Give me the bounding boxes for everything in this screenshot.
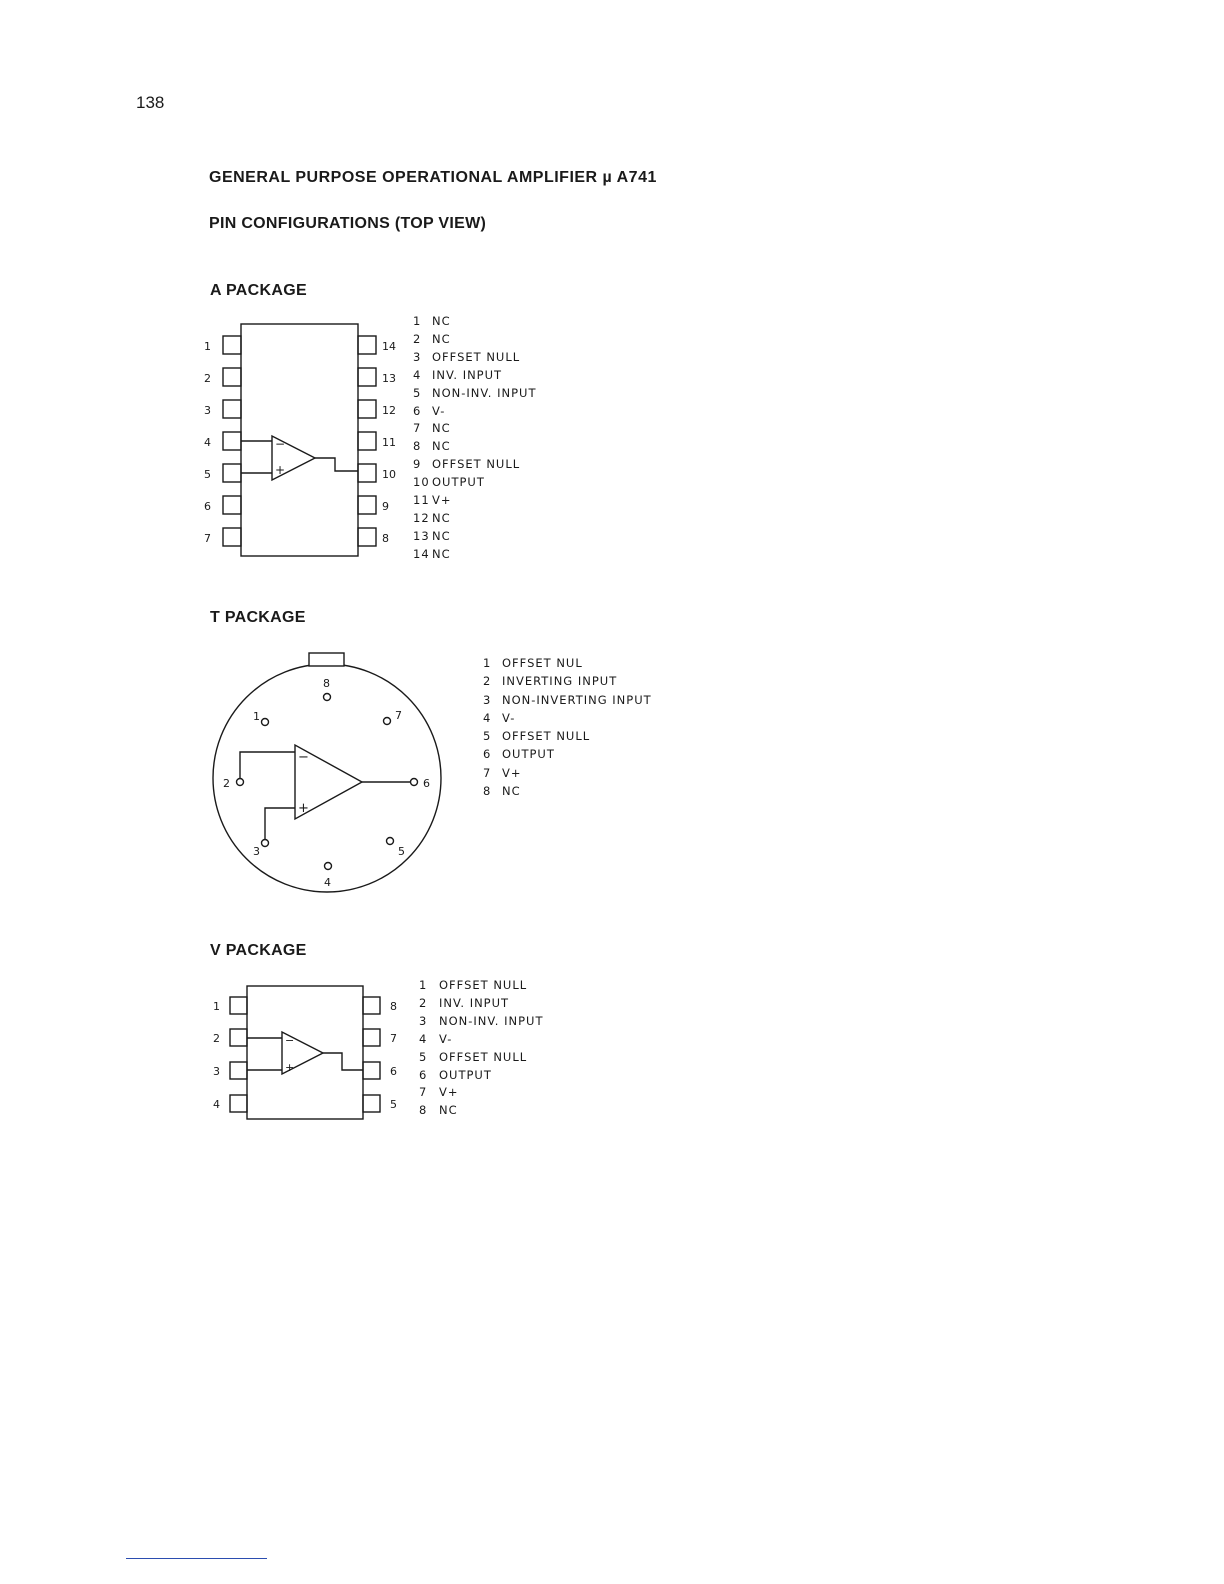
page-number: 138: [136, 93, 165, 112]
pin-name: NC: [432, 421, 451, 436]
pin-list-row: [483, 709, 652, 727]
v-opamp-plus: +: [285, 1061, 295, 1074]
document-title: GENERAL PURPOSE OPERATIONAL AMPLIFIER µ A741: [209, 169, 657, 186]
pin-list-row: [413, 456, 536, 474]
t-pin-7: [384, 718, 391, 725]
a-pin-pad: [358, 528, 376, 546]
a-right-pin-number: 9: [382, 500, 389, 513]
pin-number: 14: [413, 546, 430, 561]
a-opamp-minus: −: [275, 437, 286, 451]
pin-list-row: [419, 1013, 543, 1031]
footer-rule: [126, 1558, 267, 1559]
pin-number: 2: [483, 674, 492, 689]
pin-list-row: [483, 782, 652, 800]
a-pin-pad: [223, 400, 241, 418]
pin-name: NON-INV. INPUT: [439, 1013, 544, 1028]
pin-name: NC: [432, 331, 451, 346]
pin-number: 12: [413, 510, 430, 525]
t-pin-5: [387, 838, 394, 845]
t-opamp-plus: +: [298, 801, 309, 816]
pin-list-row: [419, 977, 543, 995]
t-pin-number: 1: [253, 710, 260, 723]
pin-name: NON-INVERTING INPUT: [502, 692, 652, 707]
pin-name: OUTPUT: [439, 1067, 492, 1082]
t-pin-1: [262, 719, 269, 726]
pin-name: NON-INV. INPUT: [432, 385, 537, 400]
pin-name: OUTPUT: [432, 475, 485, 490]
pin-name: V+: [502, 765, 522, 780]
pin-list-row: [413, 528, 536, 546]
a-left-pin-number: 1: [204, 340, 211, 353]
pin-number: 8: [419, 1103, 428, 1118]
pin-number: 7: [419, 1085, 428, 1100]
v-right-pin-number: 5: [390, 1098, 397, 1111]
t-pin-2: [237, 779, 244, 786]
t-pin-number: 3: [253, 845, 260, 858]
pin-list-row: [413, 546, 536, 564]
pin-name: V-: [432, 403, 446, 418]
pin-list-row: [413, 385, 536, 403]
v-pin-pad: [230, 1095, 247, 1112]
pin-number: 2: [413, 331, 422, 346]
t-package-tab: [309, 653, 344, 666]
a-pin-pad: [223, 528, 241, 546]
pin-number: 8: [483, 784, 492, 799]
a-wire: [315, 458, 358, 471]
pin-name: NC: [432, 528, 451, 543]
pin-list-row: [419, 1049, 543, 1067]
pin-list-row: [413, 438, 536, 456]
pin-list-row: [483, 727, 652, 745]
a-left-pin-number: 6: [204, 500, 211, 513]
v-package-diagram: [230, 986, 380, 1119]
v-opamp-minus: −: [285, 1034, 295, 1047]
pin-name: V-: [502, 710, 516, 725]
pin-name: OFFSET NULL: [502, 729, 591, 744]
a-pin-pad: [223, 496, 241, 514]
v-pin-pad: [363, 997, 380, 1014]
pin-number: 1: [419, 978, 428, 992]
pin-number: 3: [413, 349, 422, 364]
pin-number: 4: [483, 710, 492, 725]
pin-name: INVERTING INPUT: [502, 674, 618, 689]
a-package-pin-list: [413, 313, 536, 564]
pin-list-row: [413, 510, 536, 528]
t-pin-numbers: [223, 677, 430, 889]
pin-name: OFFSET NULL: [439, 1049, 528, 1064]
v-pin-pad: [363, 1095, 380, 1112]
v-pin-pad: [230, 1029, 247, 1046]
pin-number: 5: [483, 729, 492, 744]
pin-number: 1: [413, 314, 422, 328]
a-opamp-plus: +: [275, 463, 286, 477]
a-right-pin-number: 12: [382, 404, 396, 417]
pin-name: OFFSET NULL: [432, 349, 521, 364]
pin-number: 8: [413, 439, 422, 454]
a-package-body: [241, 324, 358, 556]
a-pin-pad: [223, 432, 241, 450]
v-pin-pad: [230, 997, 247, 1014]
pin-number: 2: [419, 995, 428, 1010]
a-pin-pad: [358, 336, 376, 354]
pin-number: 7: [483, 765, 492, 780]
a-right-pin-number: 10: [382, 468, 396, 481]
a-pin-pad: [223, 368, 241, 386]
pin-list-row: [483, 764, 652, 782]
a-pin-pad: [358, 432, 376, 450]
t-pin-6: [411, 779, 418, 786]
v-left-pin-number: 3: [213, 1065, 220, 1078]
pin-list-row: [413, 331, 536, 349]
pin-list-row: [483, 691, 652, 709]
pin-number: 13: [413, 528, 430, 543]
pin-name: OUTPUT: [502, 747, 555, 762]
t-opamp-minus: −: [298, 750, 309, 765]
a-pin-pad: [358, 400, 376, 418]
pin-list-row: [413, 474, 536, 492]
t-wire: [240, 752, 295, 778]
pin-number: 9: [413, 457, 422, 472]
t-wire: [265, 808, 295, 839]
pin-name: OFFSET NULL: [439, 978, 528, 992]
pin-name: V+: [439, 1085, 459, 1100]
pin-name: NC: [502, 784, 521, 799]
pin-list-row: [413, 367, 536, 385]
a-pin-pad: [358, 464, 376, 482]
t-pin-number: 6: [423, 777, 430, 790]
pin-number: 1: [483, 656, 492, 670]
pin-number: 6: [419, 1067, 428, 1082]
pin-number: 7: [413, 421, 422, 436]
pin-list-row: [419, 995, 543, 1013]
v-right-pin-number: 6: [390, 1065, 397, 1078]
pin-number: 11: [413, 493, 430, 508]
v-wire: [323, 1053, 363, 1070]
v-pin-pad: [363, 1029, 380, 1046]
t-package-heading: T PACKAGE: [210, 609, 306, 626]
pin-list-row: [419, 1084, 543, 1102]
a-left-pin-number: 4: [204, 436, 211, 449]
t-pin-number: 2: [223, 777, 230, 790]
t-pin-number: 5: [398, 845, 405, 858]
a-pin-pad: [223, 464, 241, 482]
pin-list-row: [413, 313, 536, 331]
pin-number: 3: [483, 692, 492, 707]
pin-list-row: [419, 1102, 543, 1120]
pin-list-row: [419, 1031, 543, 1049]
t-pin-3: [262, 840, 269, 847]
a-right-pin-number: 11: [382, 436, 396, 449]
a-right-pin-number: 14: [382, 340, 396, 353]
pin-name: NC: [432, 314, 451, 328]
pin-name: NC: [432, 439, 451, 454]
a-pin-pad: [223, 336, 241, 354]
pin-name: OFFSET NULL: [432, 457, 521, 472]
pin-list-row: [483, 672, 652, 690]
v-package-body: [247, 986, 363, 1119]
v-right-pin-number: 8: [390, 1000, 397, 1013]
a-pin-pad: [358, 368, 376, 386]
pin-number: 10: [413, 475, 430, 490]
pin-list-row: [413, 403, 536, 421]
pin-name: NC: [432, 546, 451, 561]
pin-name: V+: [432, 493, 452, 508]
v-package-heading: V PACKAGE: [210, 942, 307, 959]
v-pin-pad: [230, 1062, 247, 1079]
pin-list-row: [413, 349, 536, 367]
pin-number: 4: [419, 1031, 428, 1046]
t-pin-number: 8: [323, 677, 330, 690]
pin-name: NC: [439, 1103, 458, 1118]
pin-number: 5: [413, 385, 422, 400]
t-package-can: [213, 664, 441, 892]
v-left-pin-number: 4: [213, 1098, 220, 1111]
pin-name: INV. INPUT: [432, 367, 503, 382]
a-left-pin-number: 2: [204, 372, 211, 385]
t-pin-8: [324, 694, 331, 701]
pin-number: 4: [413, 367, 422, 382]
pin-list-row: [413, 492, 536, 510]
pin-list-row: [419, 1067, 543, 1085]
t-pin-number: 7: [395, 709, 402, 722]
v-package-pin-list: [419, 977, 543, 1120]
a-left-pin-number: 5: [204, 468, 211, 481]
pin-number: 6: [413, 403, 422, 418]
pin-name: INV. INPUT: [439, 995, 510, 1010]
t-pin-number: 4: [324, 876, 331, 889]
v-left-pin-number: 1: [213, 1000, 220, 1013]
a-left-pin-number: 7: [204, 532, 211, 545]
a-pin-pad: [358, 496, 376, 514]
pin-list-row: [413, 420, 536, 438]
pin-number: 5: [419, 1049, 428, 1064]
a-package-heading: A PACKAGE: [210, 282, 307, 299]
t-pin-4: [325, 863, 332, 870]
a-right-pin-number: 13: [382, 372, 396, 385]
a-package-diagram: [223, 324, 376, 556]
a-right-pin-number: 8: [382, 532, 389, 545]
t-package-pin-list: [483, 654, 652, 800]
v-right-pin-number: 7: [390, 1032, 397, 1045]
pin-name: OFFSET NUL: [502, 656, 583, 670]
v-pin-pad: [363, 1062, 380, 1079]
v-left-pin-number: 2: [213, 1032, 220, 1045]
pin-list-row: [483, 745, 652, 763]
document-subtitle: PIN CONFIGURATIONS (TOP VIEW): [209, 215, 487, 232]
pin-name: V-: [439, 1031, 453, 1046]
pin-name: NC: [432, 510, 451, 525]
pin-number: 6: [483, 747, 492, 762]
a-left-pin-number: 3: [204, 404, 211, 417]
pin-list-row: [483, 654, 652, 672]
pin-number: 3: [419, 1013, 428, 1028]
